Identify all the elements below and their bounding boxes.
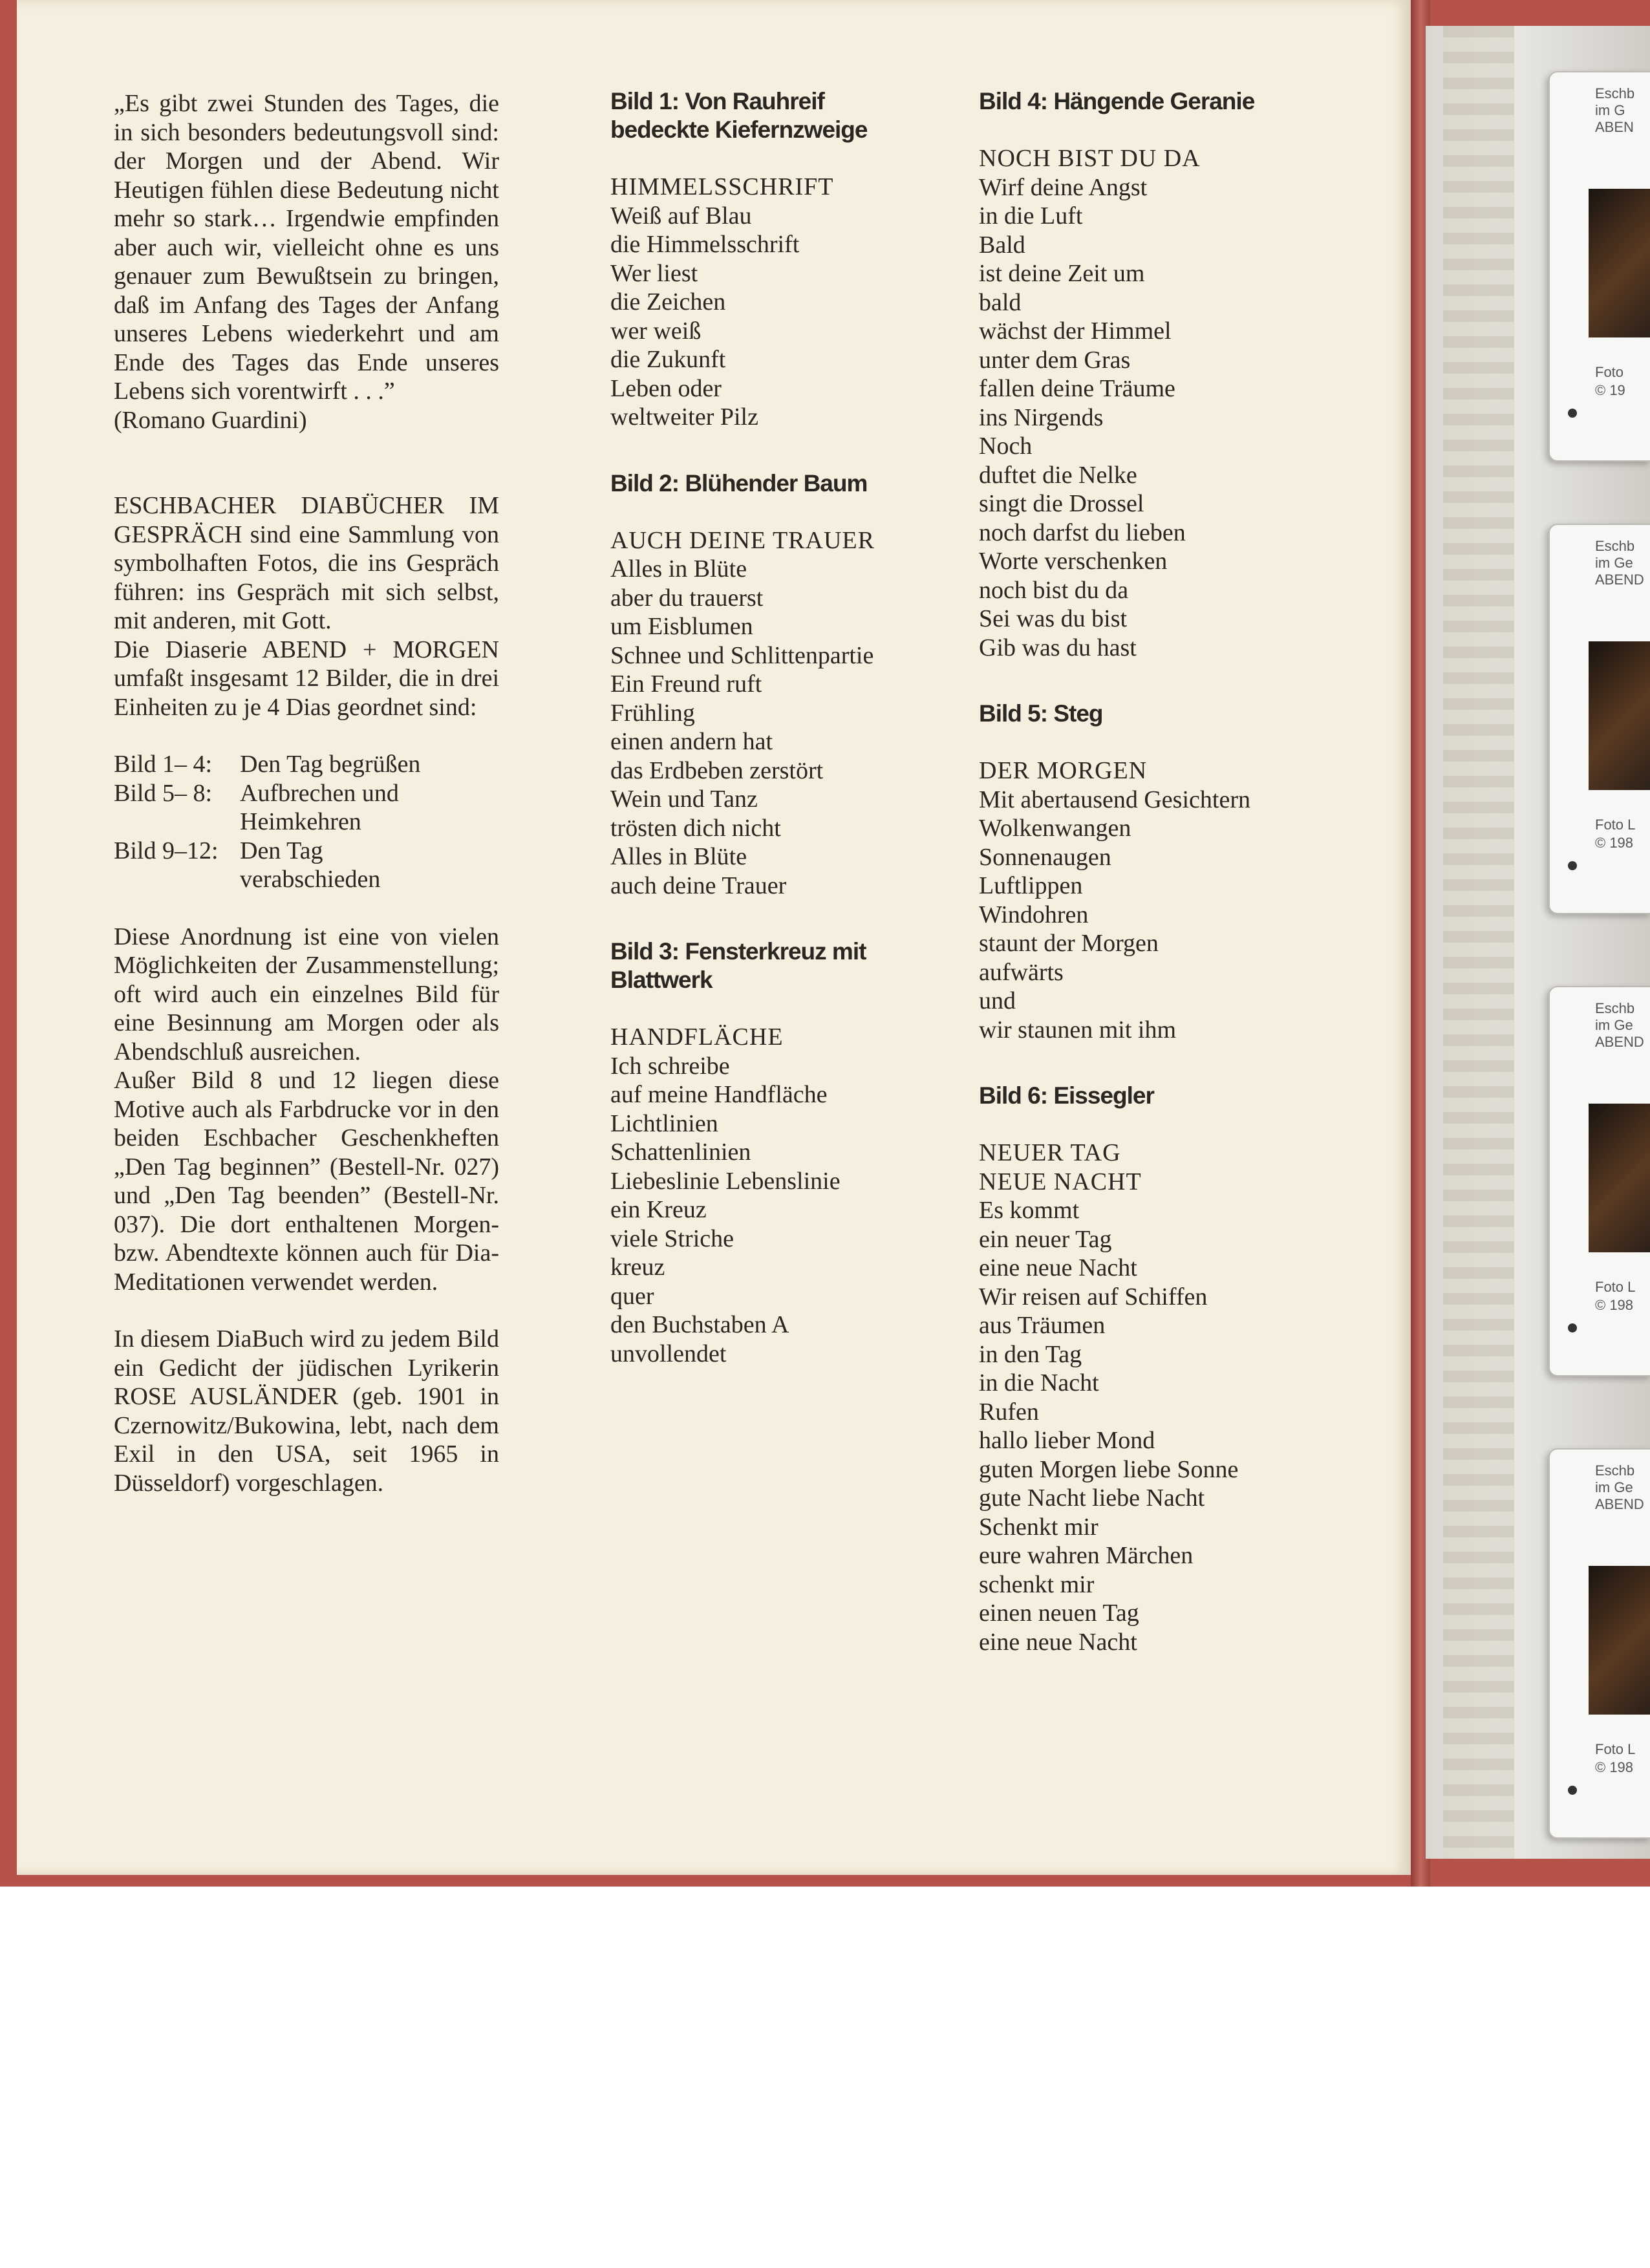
dia-slide — [1548, 986, 1650, 1376]
poem-stanza: Ein Freund ruft Frühling einen andern hat das Erdbeben zerstört — [610, 670, 824, 784]
bild-heading: Bild 1: Von Rauhreif bedeckte Kiefernzweige — [610, 88, 868, 143]
poem — [610, 555, 947, 900]
poem-stanza: Alles in Blüte auch deine Trauer — [610, 843, 787, 899]
bild-heading: Bild 2: Blühender Baum — [610, 469, 868, 497]
poet-text: In diesem DiaBuch wird zu jedem Bild ein Gedicht der jüdischen Lyrikerin ROSE AUSLÄNDER (geb. 1901 in Czernowitz/Bukowina, lebt, nach dem Exil in den USA, seit 1965 in Düsseldorf) vorgeschlagen. — [114, 1325, 499, 1497]
poem-stanza: Es kommt ein neuer Tag eine neue Nacht — [979, 1197, 1137, 1281]
guardini-quote: „Es gibt zwei Stunden des Tages, die in sich besonders bedeutungsvoll sind: der Morgen und der Abend. Wir Heutigen fühlen diese Bedeutung nicht mehr so stark… Irgendwie empfinden aber auch wir, vielleicht ohne es uns genauer zum Bewußtsein zu bringen, daß im Anfang des Tages der Anfang unseres Lebens wiederkehrt und am Ende des Tages das Ende unseres Lebens sich vorentwirft . . .” — [114, 90, 499, 405]
poem-stanza: Noch duftet die Nelke singt die Drossel noch darfst du lieben Worte verschenken noch bist du da — [979, 433, 1186, 604]
dia-slide — [1548, 71, 1650, 462]
poem-stanza: staunt der Morgen aufwärts und wir staunen mit ihm — [979, 930, 1177, 1043]
dia-slide — [1548, 1448, 1650, 1839]
bild-section — [979, 700, 1315, 1044]
poem-title: NOCH BIST DU DA — [979, 145, 1201, 172]
bild-heading: Bild 3: Fensterkreuz mit Blattwerk — [610, 938, 866, 993]
poem-title: HIMMELSSCHRIFT — [610, 173, 834, 200]
unit-range: Bild 1– 4: — [114, 751, 213, 778]
poem-stanza: Wein und Tanz trösten dich nicht — [610, 786, 781, 842]
quote-author: (Romano Guardini) — [114, 406, 307, 434]
unit-text: Den Tag verabschieden — [240, 837, 381, 893]
poems-column-middle — [610, 87, 947, 1406]
poem-stanza: Wirf deine Angst in die Luft — [979, 173, 1148, 230]
slide-credit: Foto L © 198 — [1595, 1741, 1636, 1775]
poem-stanza: Ich schreibe auf meine Handfläche Lichtlinien Schattenlinien — [610, 1052, 828, 1166]
units-table — [114, 750, 440, 894]
poem-stanza: Schenkt mir eure wahren Märchen schenkt mir einen neuen Tag eine neue Nacht — [979, 1513, 1194, 1656]
arrangement-text: Diese Anordnung ist eine von vielen Möglichkeiten der Zusammenstellung; oft wird auch ein einzelnes Bild für eine Besinnung am Morgen oder als Abendschluß ausreichen. — [114, 923, 499, 1065]
poems-column-right — [979, 87, 1315, 1694]
slide-image — [1589, 641, 1650, 790]
poem-stanza: Bald ist deine Zeit um bald wächst der Himmel unter dem Gras fallen deine Träume ins Nirgends — [979, 231, 1175, 431]
slide-label: Eschb im Ge ABEND — [1595, 1000, 1644, 1050]
poem — [979, 786, 1315, 1045]
poem — [610, 1052, 947, 1369]
sleeve-back-page — [1443, 26, 1514, 1859]
intro-column — [114, 89, 499, 1497]
bild-section — [610, 937, 947, 1368]
scan-margin — [0, 1887, 1650, 2268]
poem — [979, 1196, 1315, 1656]
prints-text: Außer Bild 8 und 12 liegen diese Motive auch als Farbdrucke vor in den beiden Eschbacher Geschenkheften „Den Tag beginnen” (Bestell-Nr. 027) und „Den Tag beenden” (Bestell-Nr. 037). Die dort enthaltenen Morgen- bzw. Abendtexte können auch für Dia-Meditationen verwendet werden. — [114, 1067, 499, 1296]
unit-row — [114, 779, 440, 837]
unit-row — [114, 837, 440, 894]
slide-image — [1589, 189, 1650, 337]
slide-label: Eschb im Ge ABEND — [1595, 538, 1644, 588]
poem-stanza: den Buchstaben A unvollendet — [610, 1311, 789, 1367]
poem-stanza: Alles in Blüte aber du trauerst um Eisblumen Schnee und Schlittenpartie — [610, 555, 874, 669]
poem-stanza: Liebeslinie Lebenslinie ein Kreuz viele Striche kreuz quer — [610, 1167, 841, 1310]
slide-hole — [1568, 1323, 1577, 1332]
unit-text: Den Tag begrüßen — [240, 751, 421, 778]
bild-heading: Bild 6: Eissegler — [979, 1082, 1154, 1109]
poem — [610, 202, 947, 432]
unit-text: Aufbrechen und Heimkehren — [240, 779, 399, 835]
bild-section — [979, 87, 1315, 662]
poem-stanza: Leben oder weltweiter Pilz — [610, 374, 758, 431]
unit-range: Bild 5– 8: — [114, 779, 213, 807]
bild-section — [979, 1082, 1315, 1656]
slide-hole — [1568, 409, 1577, 418]
series-text: Die Diaserie ABEND + MORGEN umfaßt insgesamt 12 Bilder, die in drei Einheiten zu je 4 Dias geordnet sind: — [114, 636, 499, 721]
bild-heading: Bild 4: Hängende Geranie — [979, 88, 1255, 114]
poem-stanza: Rufen hallo lieber Mond guten Morgen liebe Sonne gute Nacht liebe Nacht — [979, 1398, 1239, 1512]
dia-slide — [1548, 524, 1650, 914]
poem-stanza: Wir reisen auf Schiffen aus Träumen in den Tag in die Nacht — [979, 1283, 1208, 1396]
poem — [979, 173, 1315, 663]
slide-label: Eschb im G ABEN — [1595, 85, 1635, 135]
slide-label: Eschb im Ge ABEND — [1595, 1462, 1644, 1512]
bild-section — [610, 469, 947, 901]
poem-stanza: Wer liest die Zeichen wer weiß die Zukunft — [610, 259, 726, 373]
poem-title: AUCH DEINE TRAUER — [610, 526, 875, 554]
poem-title: NEUER TAG NEUE NACHT — [979, 1139, 1142, 1195]
slide-hole — [1568, 861, 1577, 870]
slide-hole — [1568, 1786, 1577, 1795]
poem-stanza: Weiß auf Blau die Himmelsschrift — [610, 202, 800, 258]
slide-credit: Foto L © 198 — [1595, 1279, 1636, 1313]
poem-title: DER MORGEN — [979, 757, 1148, 784]
about-text: ESCHBACHER DIABÜCHER IM GESPRÄCH sind eine Sammlung von symbolhaften Fotos, die ins Gespräch führen: ins Gespräch mit sich selbst, mit anderen, mit Gott. — [114, 492, 499, 634]
slide-image — [1589, 1104, 1650, 1252]
slide-credit: Foto © 19 — [1595, 364, 1625, 398]
poem-stanza: Mit abertausend Gesichtern Wolkenwangen Sonnenaugen Luftlippen Windohren — [979, 786, 1250, 928]
poem-title: HANDFLÄCHE — [610, 1023, 784, 1051]
unit-range: Bild 9–12: — [114, 837, 219, 864]
bild-section — [610, 87, 947, 432]
slide-credit: Foto L © 198 — [1595, 817, 1636, 851]
bild-heading: Bild 5: Steg — [979, 700, 1103, 727]
unit-row — [114, 750, 440, 779]
poem-stanza: Sei was du bist Gib was du hast — [979, 605, 1137, 661]
slide-image — [1589, 1566, 1650, 1715]
